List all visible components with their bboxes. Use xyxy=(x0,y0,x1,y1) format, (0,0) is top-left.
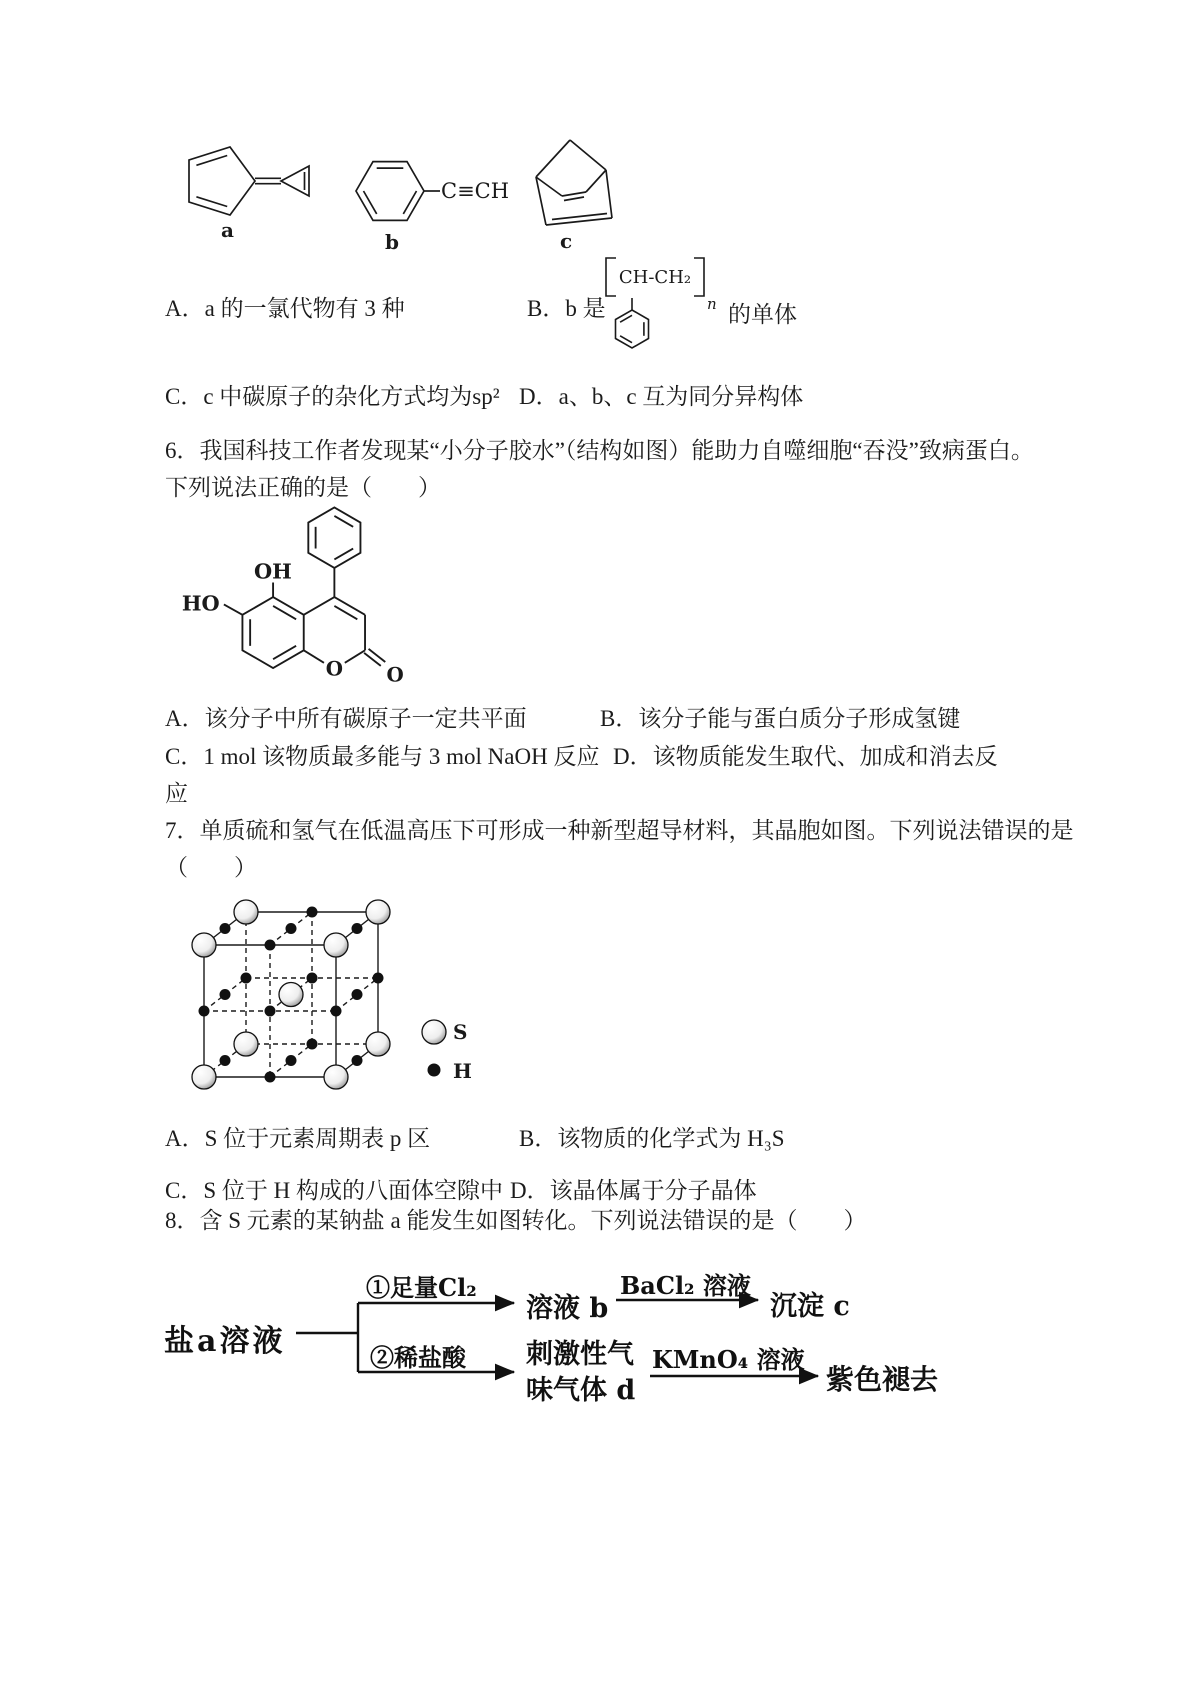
coumarin-molecule-figure xyxy=(178,498,423,691)
q5-option-a: A．a 的一氯代物有 3 种 xyxy=(165,296,405,321)
flow-diagram xyxy=(158,1252,1118,1427)
q5-option-d: D．a、b、c 互为同分异构体 xyxy=(519,384,804,409)
hydroxyl-ho-label: HO xyxy=(181,590,220,616)
structure-b-phenylacetylene-figure xyxy=(345,143,533,255)
q7-option-a: A．S 位于元素周期表 p 区 xyxy=(165,1126,431,1151)
flow-gas-d-line2: 味气体 d xyxy=(526,1375,636,1406)
flow-start-salt-a: 盐a溶液 xyxy=(164,1324,286,1359)
q6-option-a: A．该分子中所有碳原子一定共平面 xyxy=(165,706,527,731)
q5-option-b-prefix: B．b 是 xyxy=(527,296,606,321)
polymer-unit-text: CH-CH₂ xyxy=(618,267,692,288)
q7-stem-line2: （ ） xyxy=(165,855,257,880)
q6-option-b: B．该分子能与蛋白质分子形成氢键 xyxy=(600,706,961,731)
hydroxyl-oh-label: OH xyxy=(253,558,292,584)
structure-a-label: a xyxy=(221,218,234,242)
flow-step4-reagent: KMnO₄ 溶液 xyxy=(652,1345,805,1374)
structure-a-calicene-figure xyxy=(163,133,335,243)
s-atom-legend-sphere xyxy=(422,1020,446,1044)
flow-result-fade: 紫色褪去 xyxy=(826,1363,939,1396)
q7-stem-line1: 7．单质硫和氢气在低温高压下可形成一种新型超导材料，其晶胞如图。下列说法错误的是 xyxy=(165,818,1074,843)
structure-b-label: b xyxy=(385,230,399,254)
q5-option-b-suffix: 的单体 xyxy=(728,302,797,327)
structure-c-norbornadiene-figure xyxy=(522,130,640,254)
q6-option-d-wrap: 应 xyxy=(165,781,188,806)
q7-option-b: B．该物质的化学式为 H₃S xyxy=(519,1126,785,1151)
structure-c-label: c xyxy=(560,229,573,253)
structure-b-alkyne-group: C≡CH xyxy=(441,179,510,203)
flow-precipitate-c: 沉淀 c xyxy=(770,1291,850,1322)
ring-oxygen-label: O xyxy=(325,656,344,681)
q6-option-d: D．该物质能发生取代、加成和消去反 xyxy=(613,744,998,769)
polymer-subscript-n: n xyxy=(707,295,717,313)
carbonyl-oxygen-label: O xyxy=(386,662,404,687)
unit-cell-figure xyxy=(176,890,506,1115)
q6-option-c: C．1 mol 该物质最多能与 3 mol NaOH 反应 xyxy=(165,744,600,769)
q8-stem: 8．含 S 元素的某钠盐 a 能发生如图转化。下列说法错误的是（ ） xyxy=(165,1208,867,1233)
q7-option-d: D．该晶体属于分子晶体 xyxy=(510,1178,757,1203)
flow-step1-reagent: ①足量Cl₂ xyxy=(366,1273,477,1302)
flow-step3-reagent: ②稀盐酸 xyxy=(370,1343,466,1372)
legend-h-label: H xyxy=(453,1059,472,1083)
q6-stem-line2: 下列说法正确的是（ ） xyxy=(165,475,441,500)
h-atom-legend-sphere xyxy=(428,1064,441,1077)
legend-s-label: S xyxy=(453,1020,468,1044)
flow-solution-b: 溶液 b xyxy=(526,1293,609,1324)
polystyrene-repeat-unit-figure xyxy=(600,252,722,356)
q6-stem-line1: 6．我国科技工作者发现某“小分子胶水”（结构如图）能助力自噬细胞“吞没”致病蛋白。 xyxy=(165,438,1034,463)
q5-option-c: C．c 中碳原子的杂化方式均为sp² xyxy=(165,384,500,409)
q7-option-c: C．S 位于 H 构成的八面体空隙中 xyxy=(165,1178,503,1203)
flow-step2-reagent: BaCl₂ 溶液 xyxy=(620,1271,751,1300)
flow-gas-d-line1: 刺激性气 xyxy=(526,1339,634,1370)
